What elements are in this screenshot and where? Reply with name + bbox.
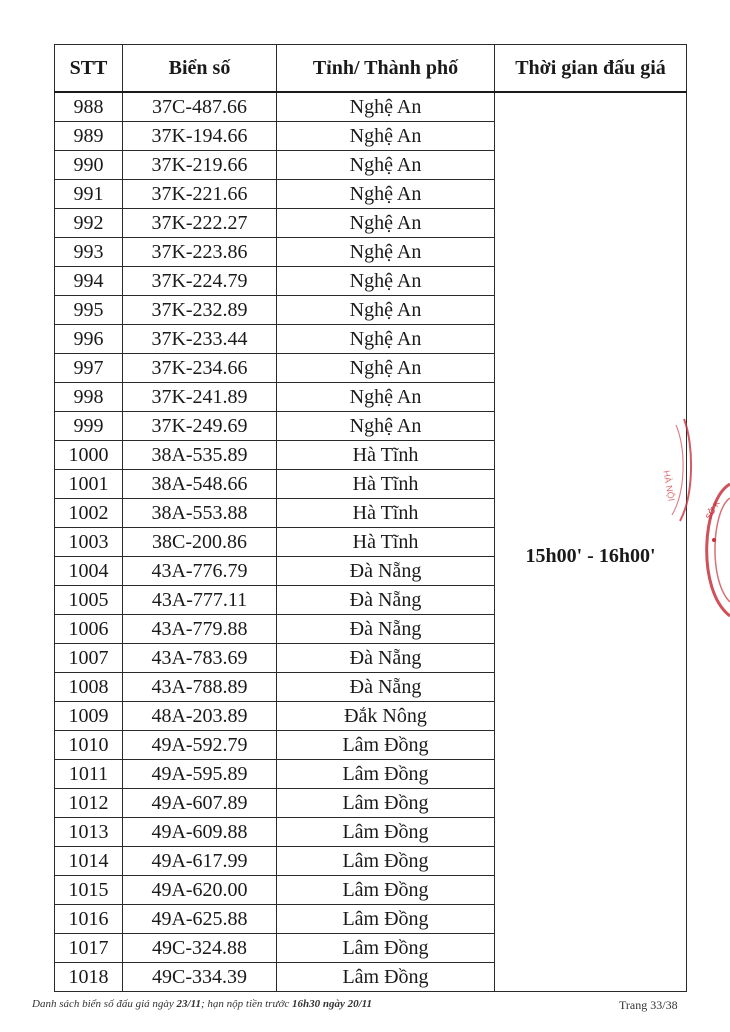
row-province: Đắk Nông [277,702,495,731]
row-stt: 993 [55,238,123,267]
row-stt: 1006 [55,615,123,644]
table-header-row [55,45,687,93]
row-province: Lâm Đồng [277,789,495,818]
row-stt: 1014 [55,847,123,876]
seal-stamp-right [692,480,730,620]
row-stt: 1007 [55,644,123,673]
row-plate: 38A-535.89 [123,441,277,470]
row-province: Lâm Đồng [277,963,495,992]
row-plate: 43A-783.69 [123,644,277,673]
row-plate: 49C-324.88 [123,934,277,963]
row-province: Nghệ An [277,238,495,267]
row-plate: 37K-223.86 [123,238,277,267]
row-plate: 37K-233.44 [123,325,277,354]
row-plate: 38A-548.66 [123,470,277,499]
row-stt: 991 [55,180,123,209]
row-stt: 1017 [55,934,123,963]
row-province: Nghệ An [277,122,495,151]
row-plate: 38A-553.88 [123,499,277,528]
footer-note-prefix: Danh sách biển số đấu giá ngày [32,998,174,1010]
row-stt: 989 [55,122,123,151]
row-stt: 1010 [55,731,123,760]
row-plate: 38C-200.86 [123,528,277,557]
row-stt: 1013 [55,818,123,847]
row-stt: 1000 [55,441,123,470]
row-stt: 1002 [55,499,123,528]
row-stt: 1011 [55,760,123,789]
row-stt: 992 [55,209,123,238]
row-stt: 1012 [55,789,123,818]
row-plate: 37K-241.89 [123,383,277,412]
row-stt: 1004 [55,557,123,586]
row-province: Nghệ An [277,209,495,238]
row-stt: 997 [55,354,123,383]
row-plate: 48A-203.89 [123,702,277,731]
row-stt: 1001 [55,470,123,499]
row-plate: 37K-234.66 [123,354,277,383]
row-province: Đà Nẵng [277,673,495,702]
row-stt: 1003 [55,528,123,557]
row-stt: 990 [55,151,123,180]
table-body [55,92,687,992]
row-plate: 43A-777.11 [123,586,277,615]
row-plate: 49A-592.79 [123,731,277,760]
row-stt: 1009 [55,702,123,731]
row-plate: 37K-224.79 [123,267,277,296]
row-stt: 999 [55,412,123,441]
row-province: Nghệ An [277,267,495,296]
footer-deadline: 16h30 ngày 20/11 [291,998,373,1010]
row-plate: 37K-219.66 [123,151,277,180]
row-province: Lâm Đồng [277,934,495,963]
row-province: Hà Tĩnh [277,441,495,470]
row-plate: 37K-222.27 [123,209,277,238]
row-province: Đà Nẵng [277,586,495,615]
row-plate: 43A-788.89 [123,673,277,702]
row-stt: 1016 [55,905,123,934]
row-plate: 43A-779.88 [123,615,277,644]
row-province: Nghệ An [277,412,495,441]
row-province: Nghệ An [277,296,495,325]
row-plate: 37K-249.69 [123,412,277,441]
row-stt: 995 [55,296,123,325]
footer-note [32,998,372,1010]
footer-note-middle: ; hạn nộp tiền trước [200,998,290,1010]
row-province: Nghệ An [277,354,495,383]
row-province: Nghệ An [277,383,495,412]
row-plate: 43A-776.79 [123,557,277,586]
row-province: Hà Tĩnh [277,528,495,557]
page-number: Trang 33/38 [619,998,678,1012]
row-province: Hà Tĩnh [277,470,495,499]
header-province: Tỉnh/ Thành phố [277,45,495,93]
header-stt: STT [55,45,123,93]
row-province: Lâm Đồng [277,731,495,760]
row-province: Lâm Đồng [277,905,495,934]
row-plate: 37C-487.66 [123,92,277,122]
seal-stamp-left [650,415,696,525]
row-stt: 1005 [55,586,123,615]
row-province: Đà Nẵng [277,557,495,586]
auction-time-cell: 15h00' - 16h00' [495,92,687,992]
row-province: Lâm Đồng [277,760,495,789]
row-stt: 994 [55,267,123,296]
footer-auction-date: 23/11 [176,998,201,1010]
row-stt: 1018 [55,963,123,992]
row-plate: 49C-334.39 [123,963,277,992]
header-auction-time: Thời gian đấu giá [495,45,687,93]
row-plate: 49A-620.00 [123,876,277,905]
row-plate: 49A-609.88 [123,818,277,847]
row-stt: 988 [55,92,123,122]
row-province: Nghệ An [277,180,495,209]
row-province: Đà Nẵng [277,615,495,644]
svg-text:HÀ NỘI: HÀ NỘI [661,469,677,502]
row-province: Lâm Đồng [277,818,495,847]
row-stt: 1015 [55,876,123,905]
table-row [55,92,687,122]
row-plate: 49A-617.99 [123,847,277,876]
row-plate: 37K-221.66 [123,180,277,209]
row-province: Nghệ An [277,325,495,354]
row-province: Lâm Đồng [277,847,495,876]
auction-table [54,44,687,992]
row-stt: 998 [55,383,123,412]
row-plate: 37K-232.89 [123,296,277,325]
row-province: Lâm Đồng [277,876,495,905]
row-stt: 1008 [55,673,123,702]
row-province: Nghệ An [277,92,495,122]
row-plate: 49A-595.89 [123,760,277,789]
svg-text:SỞ K: SỞ K [703,499,722,521]
row-plate: 37K-194.66 [123,122,277,151]
row-stt: 996 [55,325,123,354]
row-province: Đà Nẵng [277,644,495,673]
row-province: Hà Tĩnh [277,499,495,528]
row-plate: 49A-625.88 [123,905,277,934]
row-province: Nghệ An [277,151,495,180]
row-plate: 49A-607.89 [123,789,277,818]
header-plate: Biển số [123,45,277,93]
